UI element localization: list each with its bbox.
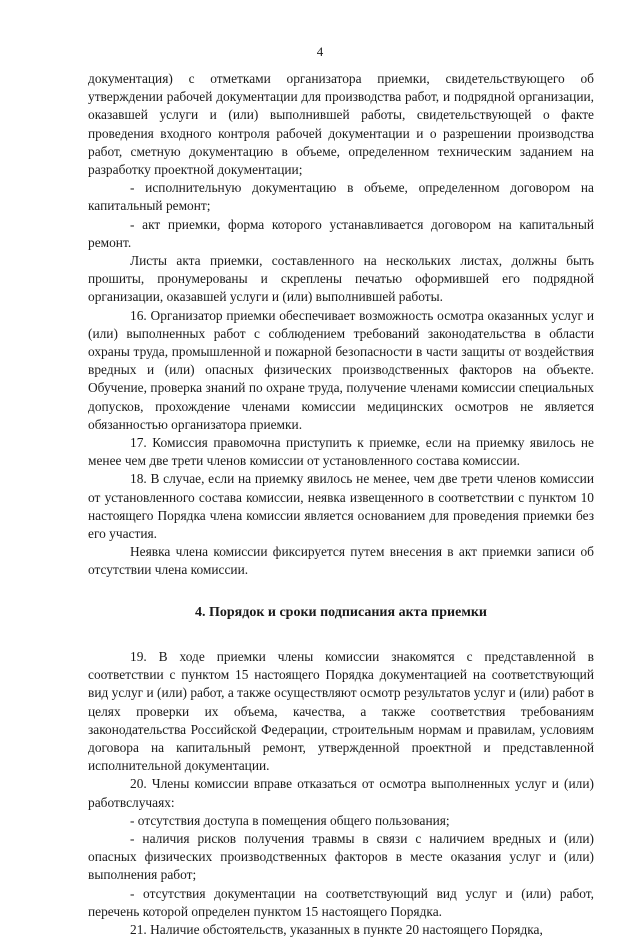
paragraph: 20. Члены комиссии вправе отказаться от осмотра выполненных услуг и (или) работвслучаях: xyxy=(88,776,594,810)
paragraph: 17. Комиссия правомочна приступить к приемке, если на приемку явилось не менее чем две трети членов комиссии от установленного состава комиссии. xyxy=(88,435,594,469)
paragraph: 18. В случае, если на приемку явилось не менее, чем две трети членов комиссии от установленного состава комиссии, неявка извещенного в соответствии с пунктом 10 настоящего Порядка члена комиссии является основанием для проведения приемки без его участия. xyxy=(88,471,594,542)
paragraph: 16. Организатор приемки обеспечивает возможность осмотра оказанных услуг и (или) выполненных работ с соблюдением требований законодательства в области охраны труда, промышленной и пожарной безопасности в части защиты от воздействия вредных и (или) опасных физических производственных факторов на объекте. Обучение, проверка знаний по охране труда, получение членами комиссии специальных допусков, прохождение членами комиссии медицинских осмотров не является обязанностью организатора приемки. xyxy=(88,307,594,432)
paragraph: - наличия рисков получения травмы в связи с наличием вредных и (или) опасных физических производственных факторов в месте оказания услуг и (или) выполнения работ; xyxy=(88,830,594,883)
paragraph: - исполнительную документацию в объеме, определенном договором на капитальный ремонт; xyxy=(88,180,594,214)
paragraph: 19. В ходе приемки члены комиссии знакомятся с представленной в соответствии с пунктом 15 настоящего Порядка документацией на соответствующий вид услуг и (или) работ, а также осуществляют осмотр результатов услуг и (или) работ в целях проверки их объема, качества, а также соответствия требованиям законодательства Российской Федерации, строительным нормам и правилам, условиям договора на капитальный ремонт, утвержденной проектной и представленной исполнительной документации. xyxy=(88,648,594,774)
page-number: 4 xyxy=(316,44,324,59)
paragraph: - отсутствия доступа в помещения общего пользования; xyxy=(130,812,450,828)
paragraph: Листы акта приемки, составленного на нескольких листах, должны быть прошиты, пронумерованы и скреплены печатью оформившей его подрядной организации, оказавшей услуги и (или) выполнившей работы. xyxy=(88,253,594,305)
section-heading: 4. Порядок и сроки подписания акта приемки xyxy=(195,604,487,620)
paragraph: - акт приемки, форма которого устанавливается договором на капитальный ремонт. xyxy=(88,216,594,250)
document-body xyxy=(88,70,594,939)
paragraph: документация) с отметками организатора приемки, свидетельствующего об утверждении рабочей документации для производства работ, и подрядной организации, оказавшей услуги и (или) выполнившей работы, свидетельствующей о факте проведения входного контроля рабочей документации и о разрешении производства работ, сметную документацию в объеме, определенном техническим заданием на разработку проектной документации; xyxy=(88,71,594,178)
paragraph: Неявка члена комиссии фиксируется путем внесения в акт приемки записи об отсутствии члена комиссии. xyxy=(88,544,594,578)
paragraph: 21. Наличие обстоятельств, указанных в пункте 20 настоящего Порядка, xyxy=(130,921,543,937)
paragraph: - отсутствия документации на соответствующий вид услуг и (или) работ, перечень которой определен пунктом 15 настоящего Порядка. xyxy=(88,885,594,919)
